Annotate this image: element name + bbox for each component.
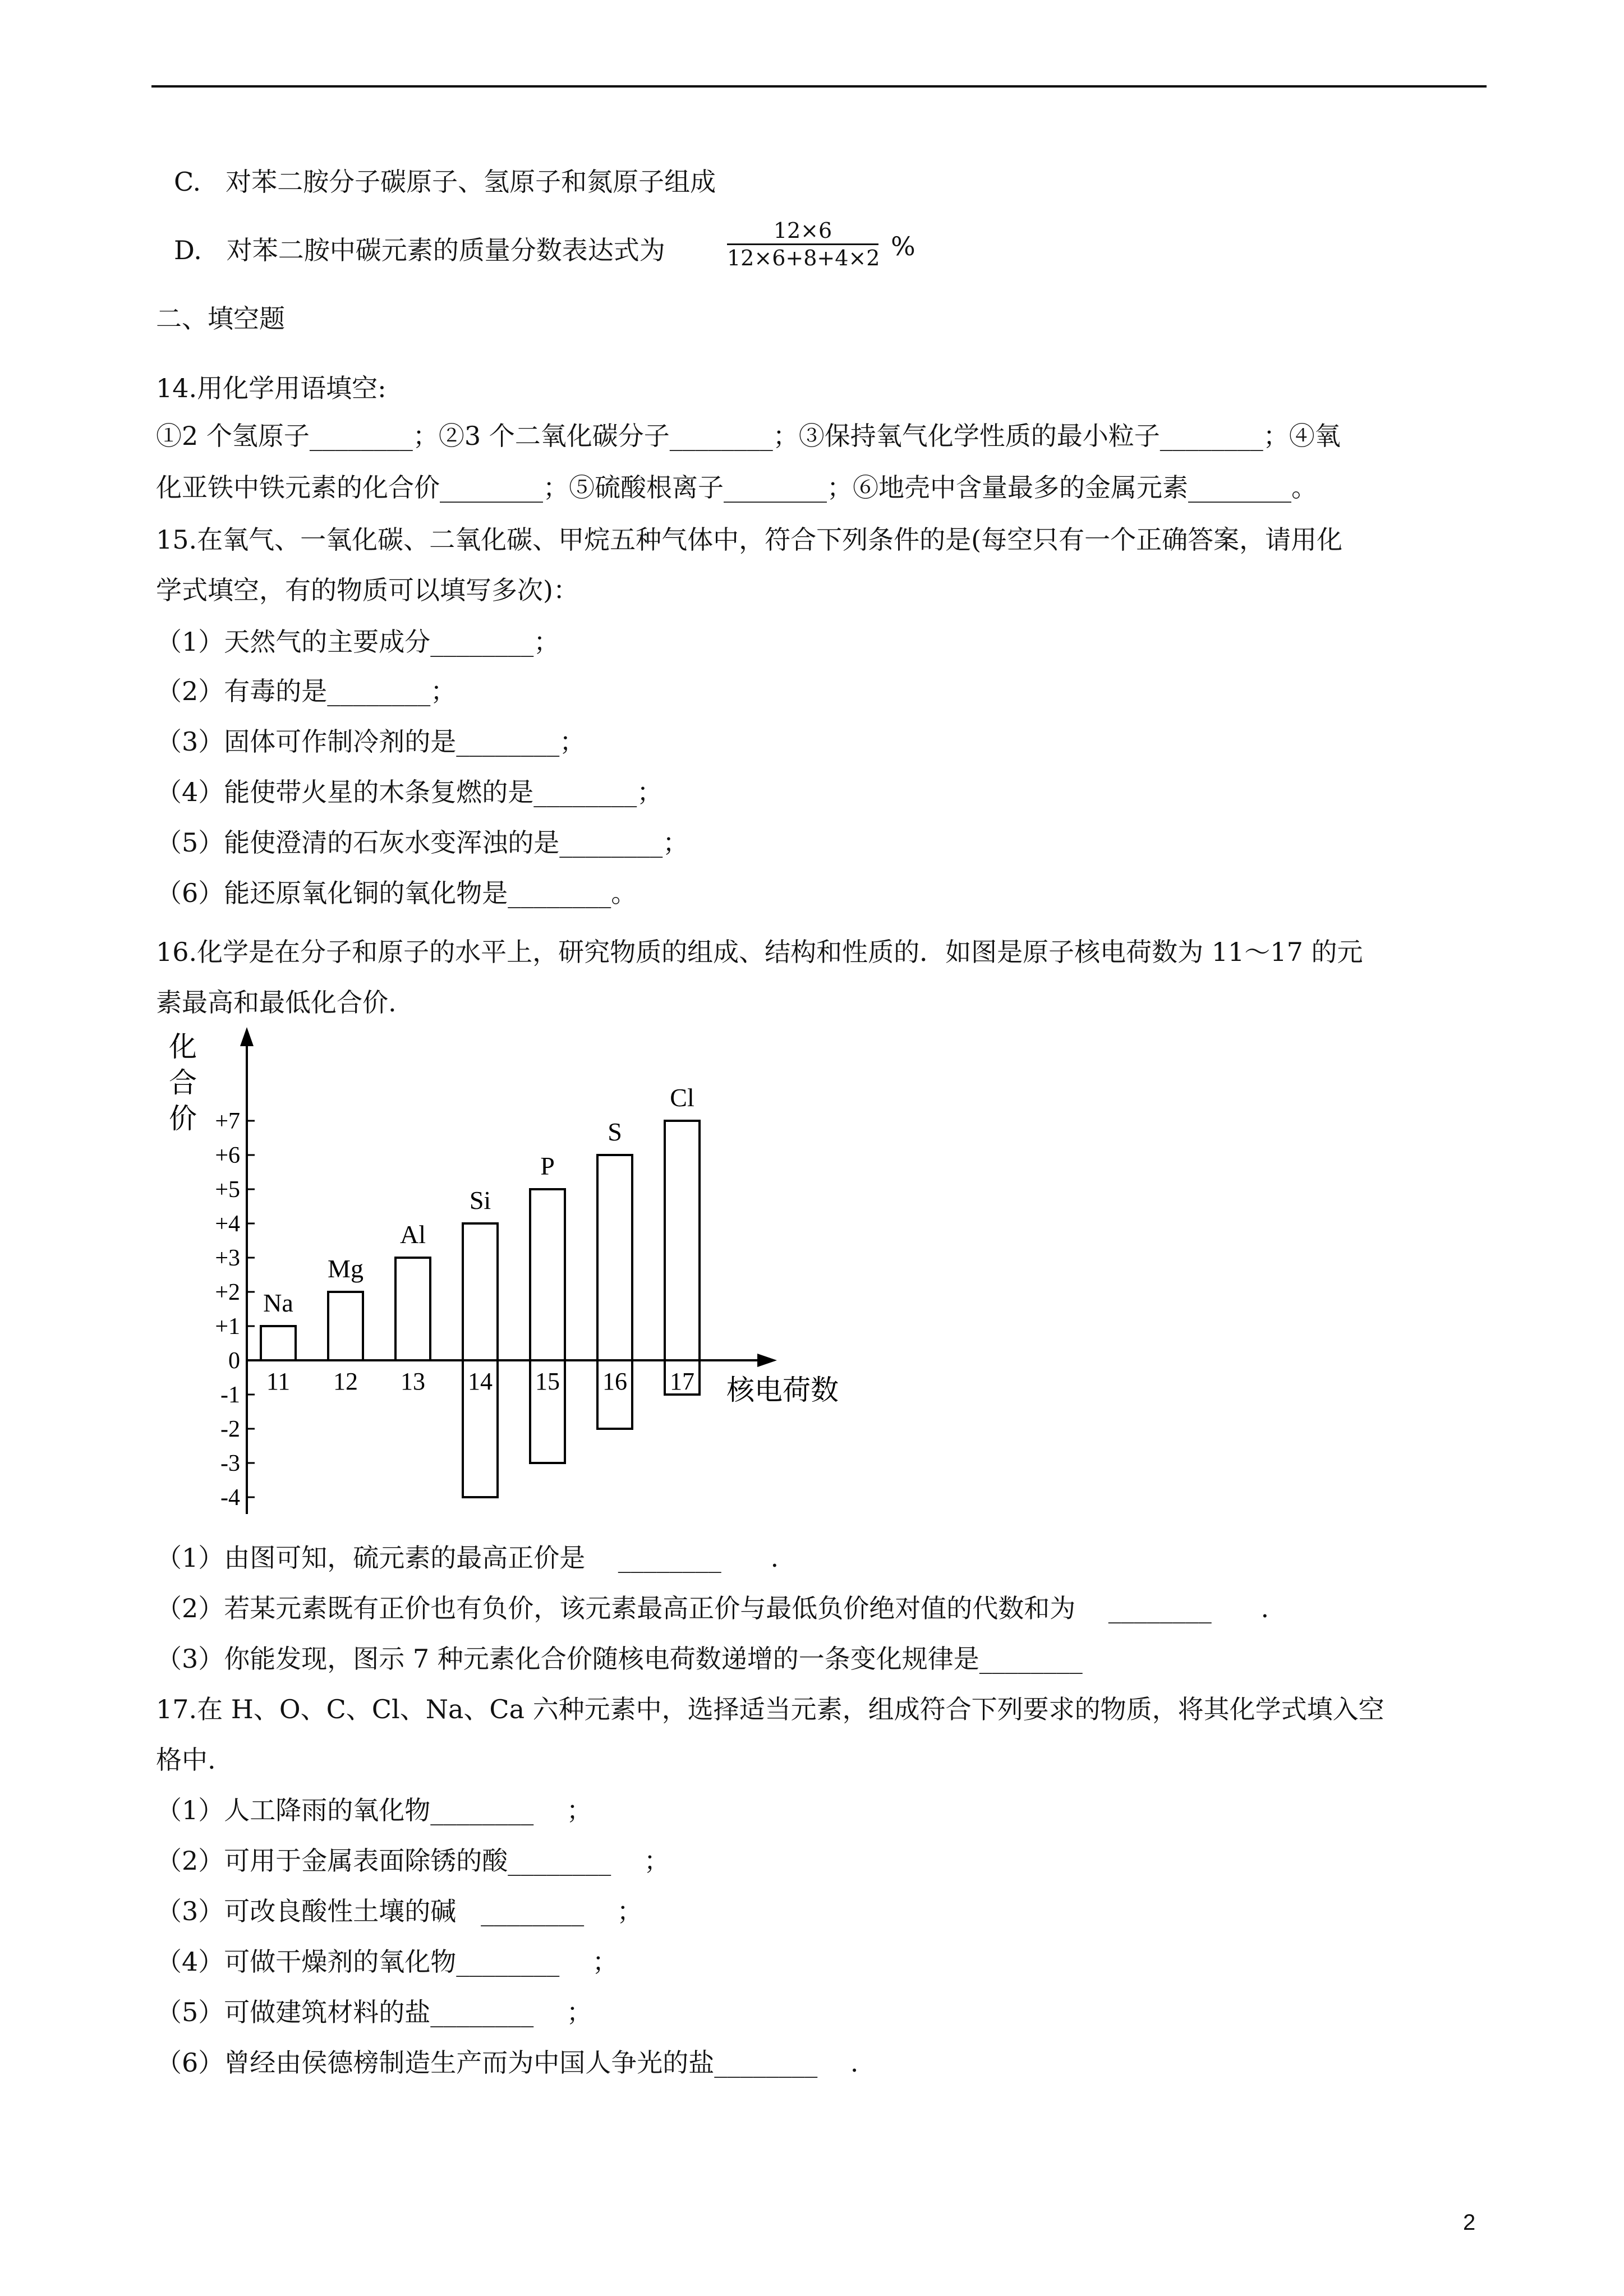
option-c — [174, 164, 716, 200]
y-tick-label: -4 — [220, 1485, 240, 1511]
q16-line-2: 素最高和最低化合价. — [156, 987, 397, 1018]
q17-item-1: （1）人工降雨的氧化物________ ； — [156, 1795, 592, 1825]
x-tick-label: 13 — [401, 1368, 425, 1395]
y-axis-arrow — [240, 1027, 254, 1046]
bar-max-valence — [530, 1189, 565, 1360]
percent-sign: % — [891, 231, 915, 261]
y-tick-label: +5 — [215, 1177, 240, 1203]
y-axis-label-char: 合 — [169, 1067, 197, 1098]
q16-item-3: （3）你能发现，图示 7 种元素化合价随核电荷数递增的一条变化规律是________ — [156, 1644, 1083, 1674]
x-tick-label: 15 — [535, 1368, 560, 1395]
x-tick-label: 17 — [670, 1368, 694, 1395]
q15-item-1: （1）天然气的主要成分________； — [156, 627, 560, 657]
option-d-letter: D. — [174, 235, 202, 265]
section-title: 二、填空题 — [156, 303, 285, 334]
y-tick-label: +1 — [215, 1314, 240, 1340]
y-tick-label: -1 — [220, 1382, 240, 1408]
option-c-letter: C. — [174, 167, 201, 197]
element-label: Si — [469, 1186, 491, 1214]
bar-max-valence — [463, 1223, 498, 1360]
element-label: Cl — [670, 1083, 694, 1112]
y-axis-label-char: 化 — [169, 1031, 197, 1062]
y-axis-label-char: 价 — [169, 1103, 197, 1134]
bar-max-valence — [597, 1155, 632, 1360]
y-tick-label: +3 — [215, 1245, 240, 1271]
x-tick-label: 11 — [266, 1368, 291, 1395]
element-label: Mg — [328, 1254, 364, 1283]
element-label: Al — [400, 1220, 426, 1249]
y-tick-label: -2 — [220, 1416, 240, 1442]
fraction-denominator: 12×6+8+4×2 — [727, 246, 880, 270]
bar-max-valence — [665, 1121, 700, 1360]
x-tick-label: 16 — [602, 1368, 627, 1395]
q17-item-5: （5）可做建筑材料的盐________ ； — [156, 1997, 592, 2027]
element-label: S — [608, 1117, 622, 1146]
y-tick-label: +7 — [215, 1108, 240, 1134]
q14-title: 14.用化学用语填空: — [156, 373, 387, 403]
y-tick-label: +6 — [215, 1143, 240, 1168]
bar-max-valence — [395, 1258, 430, 1360]
q17-item-4: （4）可做干燥剂的氧化物________ ； — [156, 1947, 618, 1977]
q14-line-2: 化亚铁中铁元素的化合价________；⑤硫酸根离子________；⑥地壳中含量最多的金属元素________。 — [156, 472, 1317, 503]
q16-line-1: 16.化学是在分子和原子的水平上，研究物质的组成、结构和性质的．如图是原子核电荷数为 11～17 的元 — [156, 937, 1363, 967]
q17-line-1: 17.在 H、O、C、Cl、Na、Ca 六种元素中，选择适当元素，组成符合下列要求的物质，将其化学式填入空 — [156, 1694, 1384, 1724]
element-label: P — [540, 1152, 555, 1180]
y-tick-label: +4 — [215, 1211, 240, 1237]
q16-item-2: （2）若某元素既有正价也有负价，该元素最高正价与最低负价绝对值的代数和为 ________ . — [156, 1593, 1269, 1623]
q14-line-1: ①2 个氢原子________；②3 个二氧化碳分子________；③保持氧气化学性质的最小粒子________；④氧 — [156, 421, 1341, 451]
q15-line-1: 15.在氧气、一氧化碳、二氧化碳、甲烷五种气体中，符合下列条件的是(每空只有一个正确答案，请用化 — [156, 524, 1343, 555]
x-axis-arrow — [757, 1354, 777, 1367]
mass-fraction-expression — [727, 218, 878, 271]
q15-item-4: （4）能使带火星的木条复燃的是________； — [156, 777, 663, 807]
q16-item-1: （1）由图可知，硫元素的最高正价是 ________ . — [156, 1543, 779, 1573]
header-rule — [151, 85, 1487, 88]
x-tick-label: 14 — [468, 1368, 493, 1395]
bar-max-valence — [328, 1292, 363, 1360]
y-tick-label: -3 — [220, 1451, 240, 1476]
valence-chart — [151, 1024, 892, 1534]
bar-max-valence — [261, 1326, 296, 1360]
option-c-text: 对苯二胺分子碳原子、氢原子和氮原子组成 — [226, 167, 716, 197]
q17-item-2: （2）可用于金属表面除锈的酸________ ； — [156, 1846, 670, 1876]
y-tick-label: 0 — [228, 1348, 240, 1374]
q17-item-3: （3）可改良酸性土壤的碱 ________ ； — [156, 1896, 643, 1926]
q15-item-2: （2）有毒的是________； — [156, 676, 457, 706]
q15-item-5: （5）能使澄清的石灰水变浑浊的是________； — [156, 827, 689, 858]
q15-item-6: （6）能还原氧化铜的氧化物是________。 — [156, 878, 637, 908]
q17-item-6: （6）曾经由侯德榜制造生产而为中国人争光的盐________ . — [156, 2047, 859, 2078]
option-d — [174, 232, 665, 268]
q15-line-2: 学式填空，有的物质可以填写多次)： — [156, 575, 579, 605]
page-number: 2 — [1463, 2210, 1476, 2235]
y-tick-label: +2 — [215, 1280, 240, 1305]
x-tick-label: 12 — [333, 1368, 358, 1395]
q17-line-2: 格中. — [156, 1745, 216, 1775]
option-d-text: 对苯二胺中碳元素的质量分数表达式为 — [226, 235, 665, 265]
q15-item-3: （3）固体可作制冷剂的是________； — [156, 726, 586, 757]
fraction-numerator: 12×6 — [727, 218, 878, 245]
x-axis-label: 核电荷数 — [726, 1374, 839, 1406]
element-label: Na — [263, 1289, 293, 1317]
